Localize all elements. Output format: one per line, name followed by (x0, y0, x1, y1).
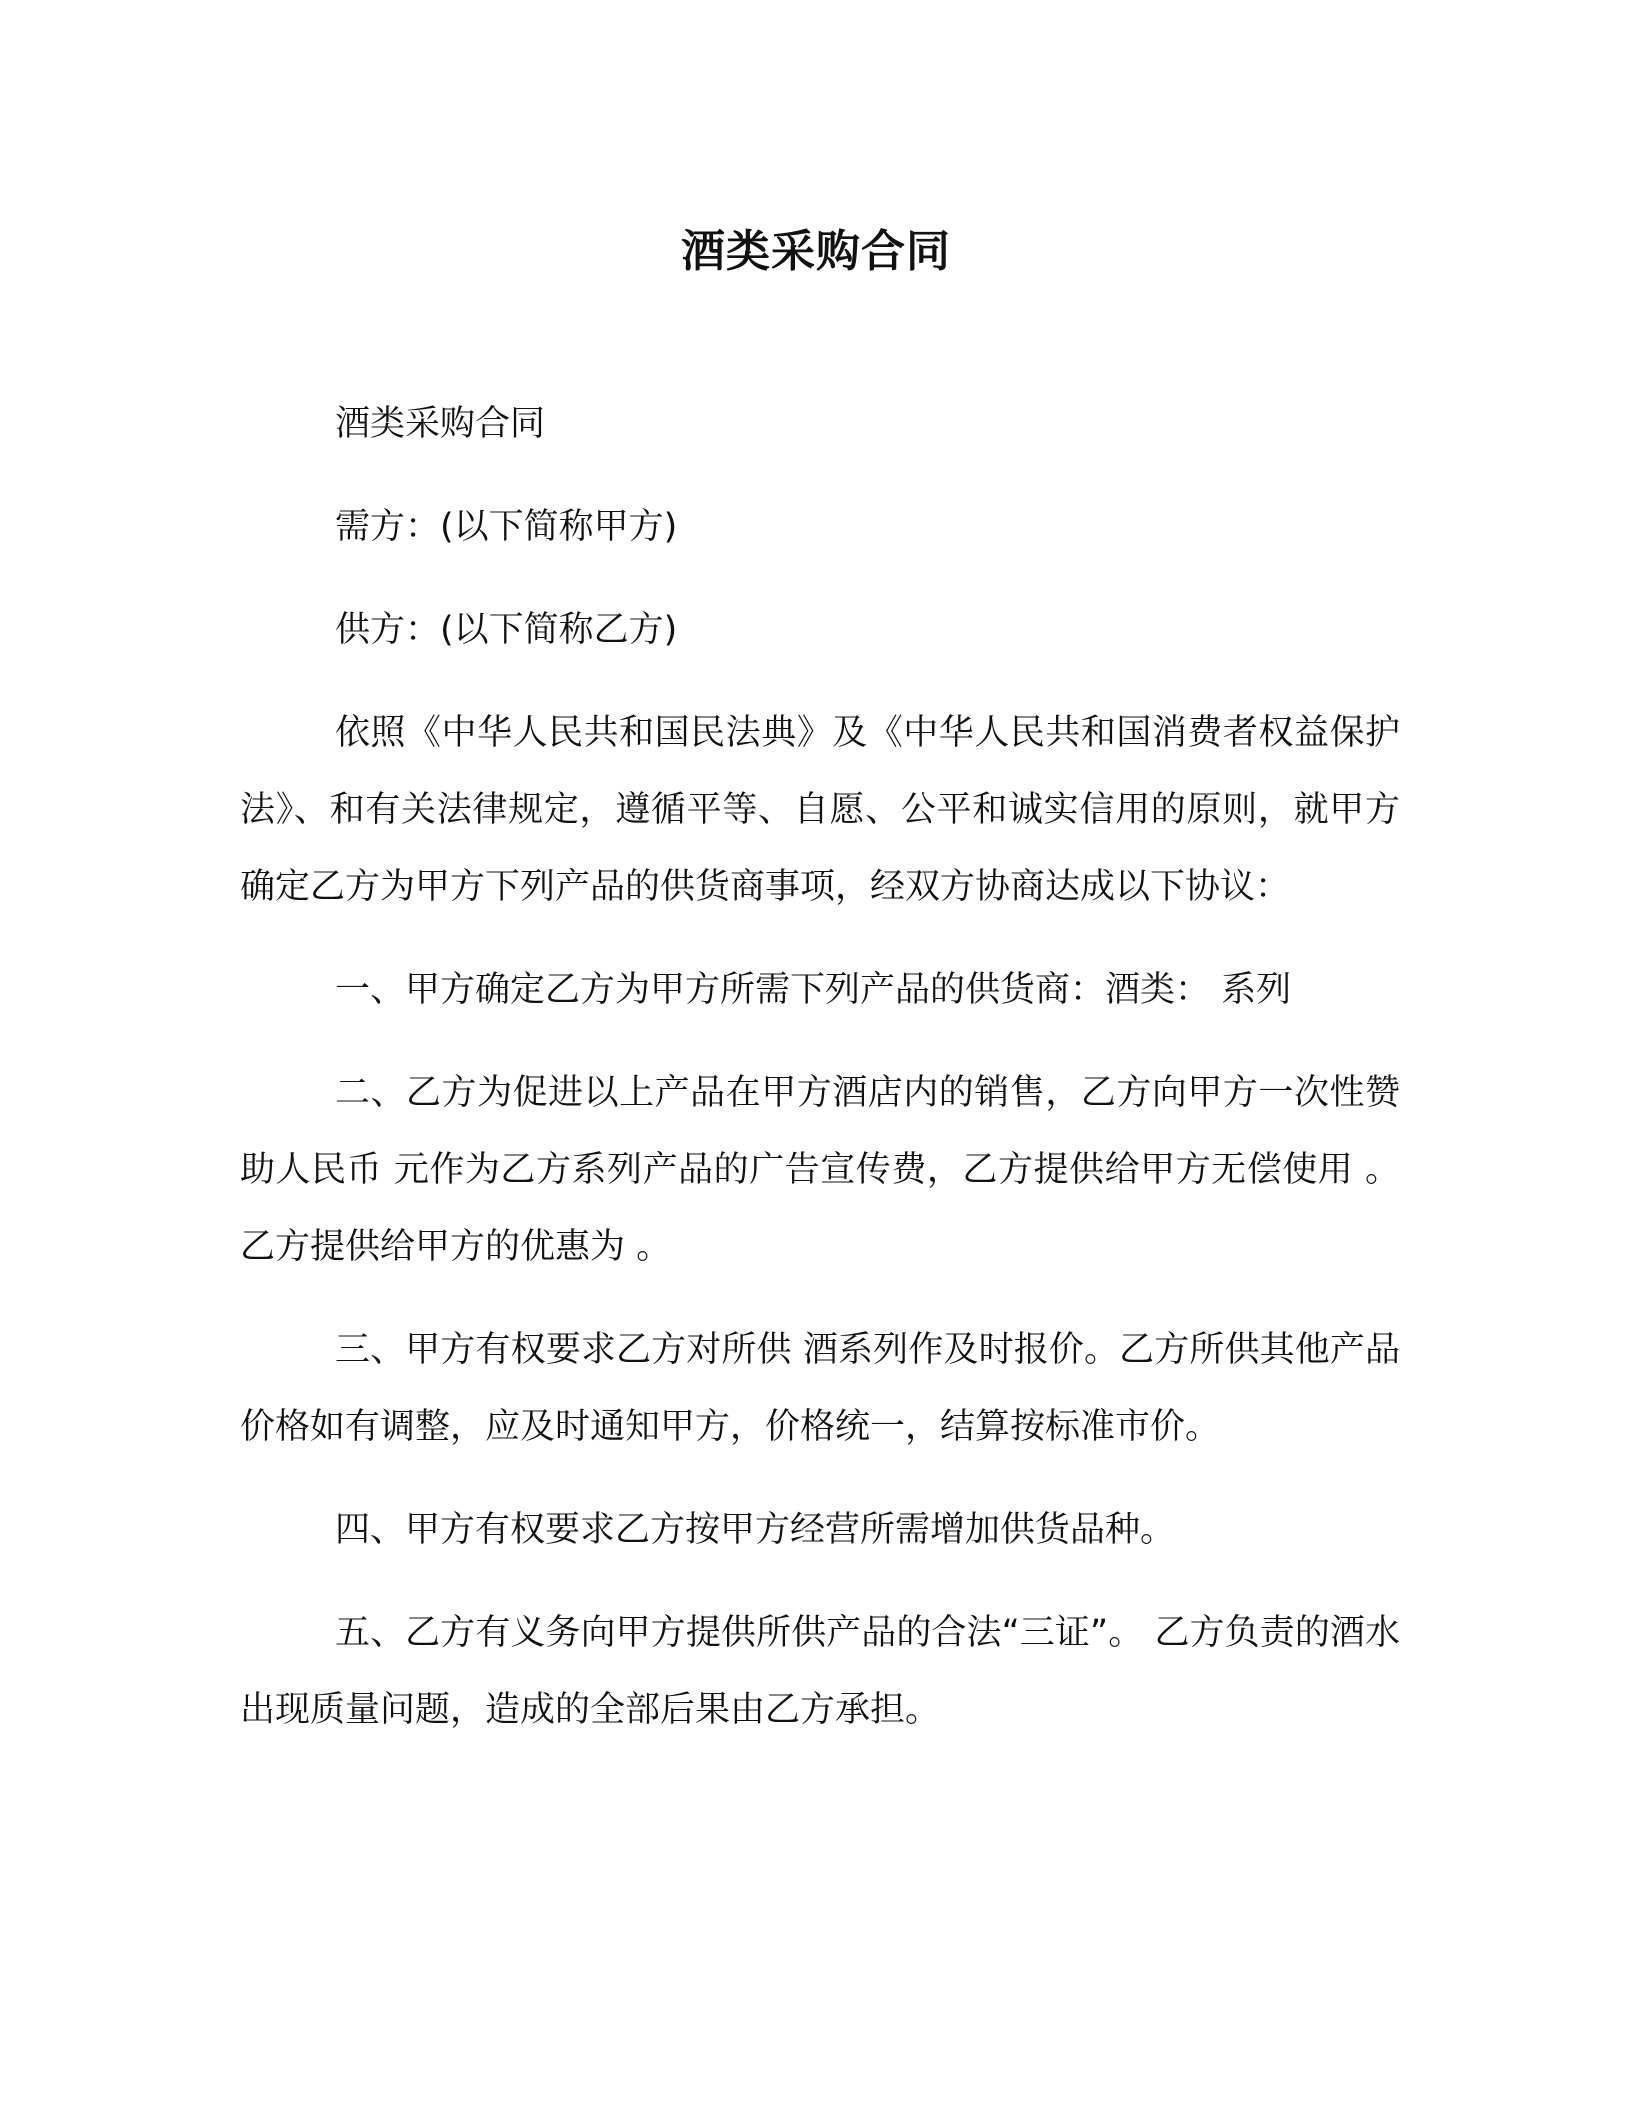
paragraph-clause-5: 五、乙方有义务向甲方提供所供产品的合法“三证”。 乙方负责的酒水出现质量问题，造成的全部后果由乙方承担。 (240, 1613, 1400, 1730)
paragraph-clause-4: 四、甲方有权要求乙方按甲方经营所需增加供货品种。 (335, 1510, 1176, 1550)
paragraph-supplier: 供方：(以下简称乙方) (335, 610, 678, 650)
document-body (240, 386, 1400, 1775)
paragraph-heading: 酒类采购合同 (335, 404, 546, 444)
paragraph-clause-3: 三、甲方有权要求乙方对所供 酒系列作及时报价。乙方所供其他产品价格如有调整，应及时通知甲方，价格统一，结算按标准市价。 (240, 1330, 1400, 1447)
paragraph-clause-1: 一、甲方确定乙方为甲方所需下列产品的供货商：酒类： 系列 (335, 970, 1292, 1010)
paragraph-preamble: 依照《中华人民共和国民法典》及《中华人民共和国消费者权益保护法》、和有关法律规定，遵循平等、自愿、公平和诚实信用的原则，就甲方确定乙方为甲方下列产品的供货商事项，经双方协商达成以下协议： (240, 713, 1400, 907)
document-title: 酒类采购合同 (681, 226, 951, 277)
paragraph-buyer: 需方：(以下简称甲方) (335, 507, 678, 547)
paragraph-clause-2: 二、乙方为促进以上产品在甲方酒店内的销售，乙方向甲方一次性赞助人民币 元作为乙方系列产品的广告宣传费，乙方提供给甲方无偿使用 。乙方提供给甲方的优惠为 。 (240, 1073, 1400, 1267)
